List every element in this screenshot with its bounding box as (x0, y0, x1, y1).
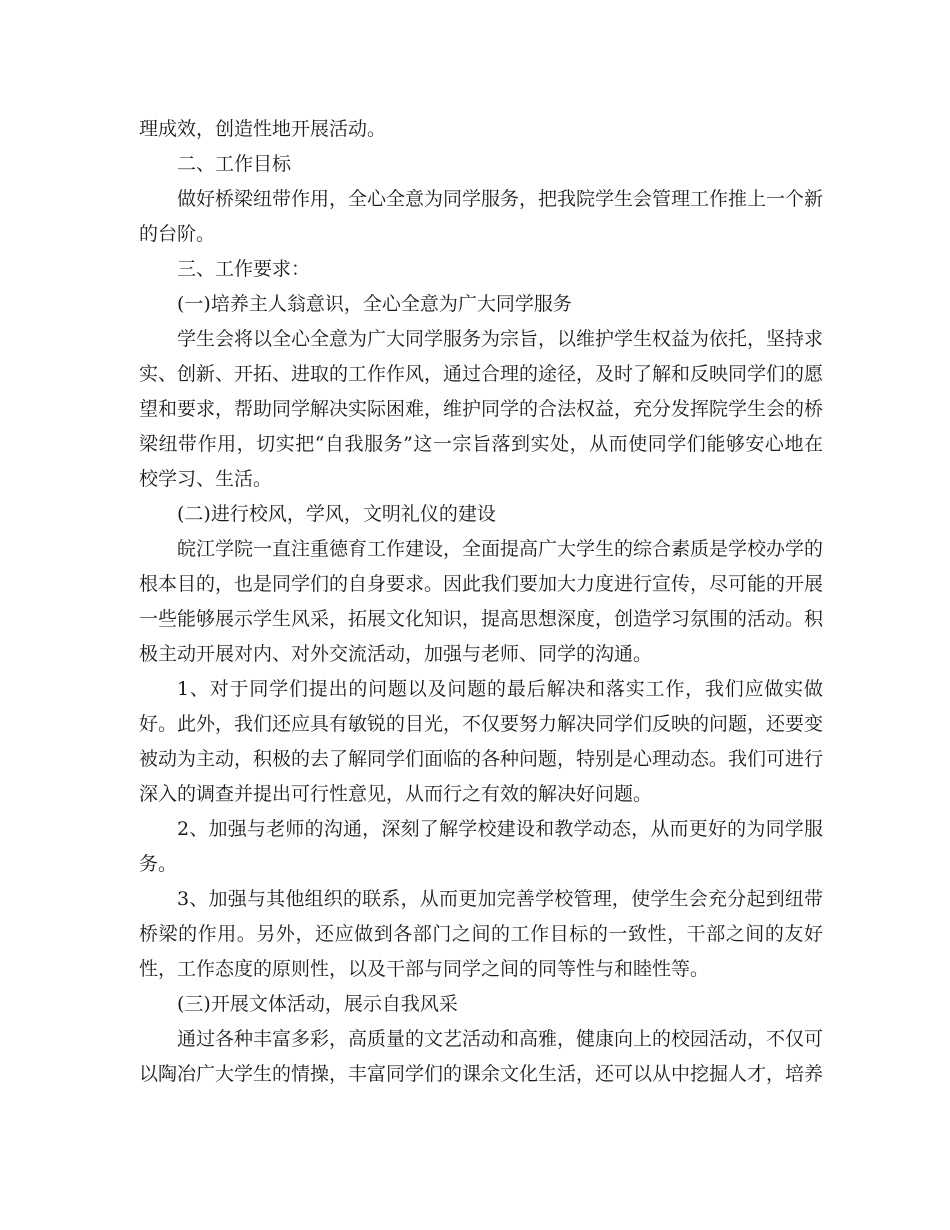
paragraph-work-goals: 做好桥梁纽带作用，全心全意为同学服务，把我院学生会管理工作推上一个新的台阶。 (139, 188, 824, 245)
document-body (139, 112, 823, 1092)
section-heading-work-goals: 二、工作目标 (177, 153, 292, 175)
paragraph-moral-education: 皖江学院一直注重德育工作建设，全面提高广大学生的综合素质是学校办学的根本目的，也是同学们的自身要求。因此我们要加大力度进行宣传，尽可能的开展一些能够展示学生风采，拓展文化知识，提高思想深度，创造学习氛围的活动。积极主动开展对内、对外交流活动，加强与老师、同学的沟通。 (139, 538, 824, 665)
paragraph-continued: 理成效，创造性地开展活动。 (139, 118, 387, 140)
section-heading-work-requirements: 三、工作要求： (177, 258, 311, 280)
subheading-ownership-awareness: (一)培养主人翁意识，全心全意为广大同学服务 (177, 293, 572, 315)
subheading-cultural-activities: (三)开展文体活动，展示自我风采 (177, 993, 458, 1015)
list-item-3: 3、加强与其他组织的联系，从而更加完善学校管理，使学生会充分起到纽带桥梁的作用。另外，还应做到各部门之间的工作目标的一致性，干部之间的友好性，工作态度的原则性，以及干部与同学之间的同等性与和睦性等。 (139, 888, 823, 980)
paragraph-student-union-purpose: 学生会将以全心全意为广大同学服务为宗旨，以维护学生权益为依托，坚持求实、创新、开拓、进取的工作作风，通过合理的途径，及时了解和反映同学们的愿望和要求，帮助同学解决实际困难，维护同学的合法权益，充分发挥院学生会的桥梁纽带作用，切实把“自我服务”这一宗旨落到实处，从而使同学们能够安心地在校学习、生活。 (139, 328, 824, 490)
paragraph-cultural-activities: 通过各种丰富多彩，高质量的文艺活动和高雅，健康向上的校园活动，不仅可以陶冶广大学生的情操，丰富同学们的课余文化生活，还可以从中挖掘人才，培养 (139, 1028, 824, 1085)
subheading-school-spirit: (二)进行校风，学风，文明礼仪的建设 (177, 503, 496, 525)
list-item-1: 1、对于同学们提出的问题以及问题的最后解决和落实工作，我们应做实做好。此外，我们还应具有敏锐的目光，不仅要努力解决同学们反映的问题，还要变被动为主动，积极的去了解同学们面临的各种问题，特别是心理动态。我们可进行深入的调查并提出可行性意见，从而行之有效的解决好问题。 (139, 678, 824, 805)
list-item-2: 2、加强与老师的沟通，深刻了解学校建设和教学动态，从而更好的为同学服务。 (139, 818, 823, 875)
